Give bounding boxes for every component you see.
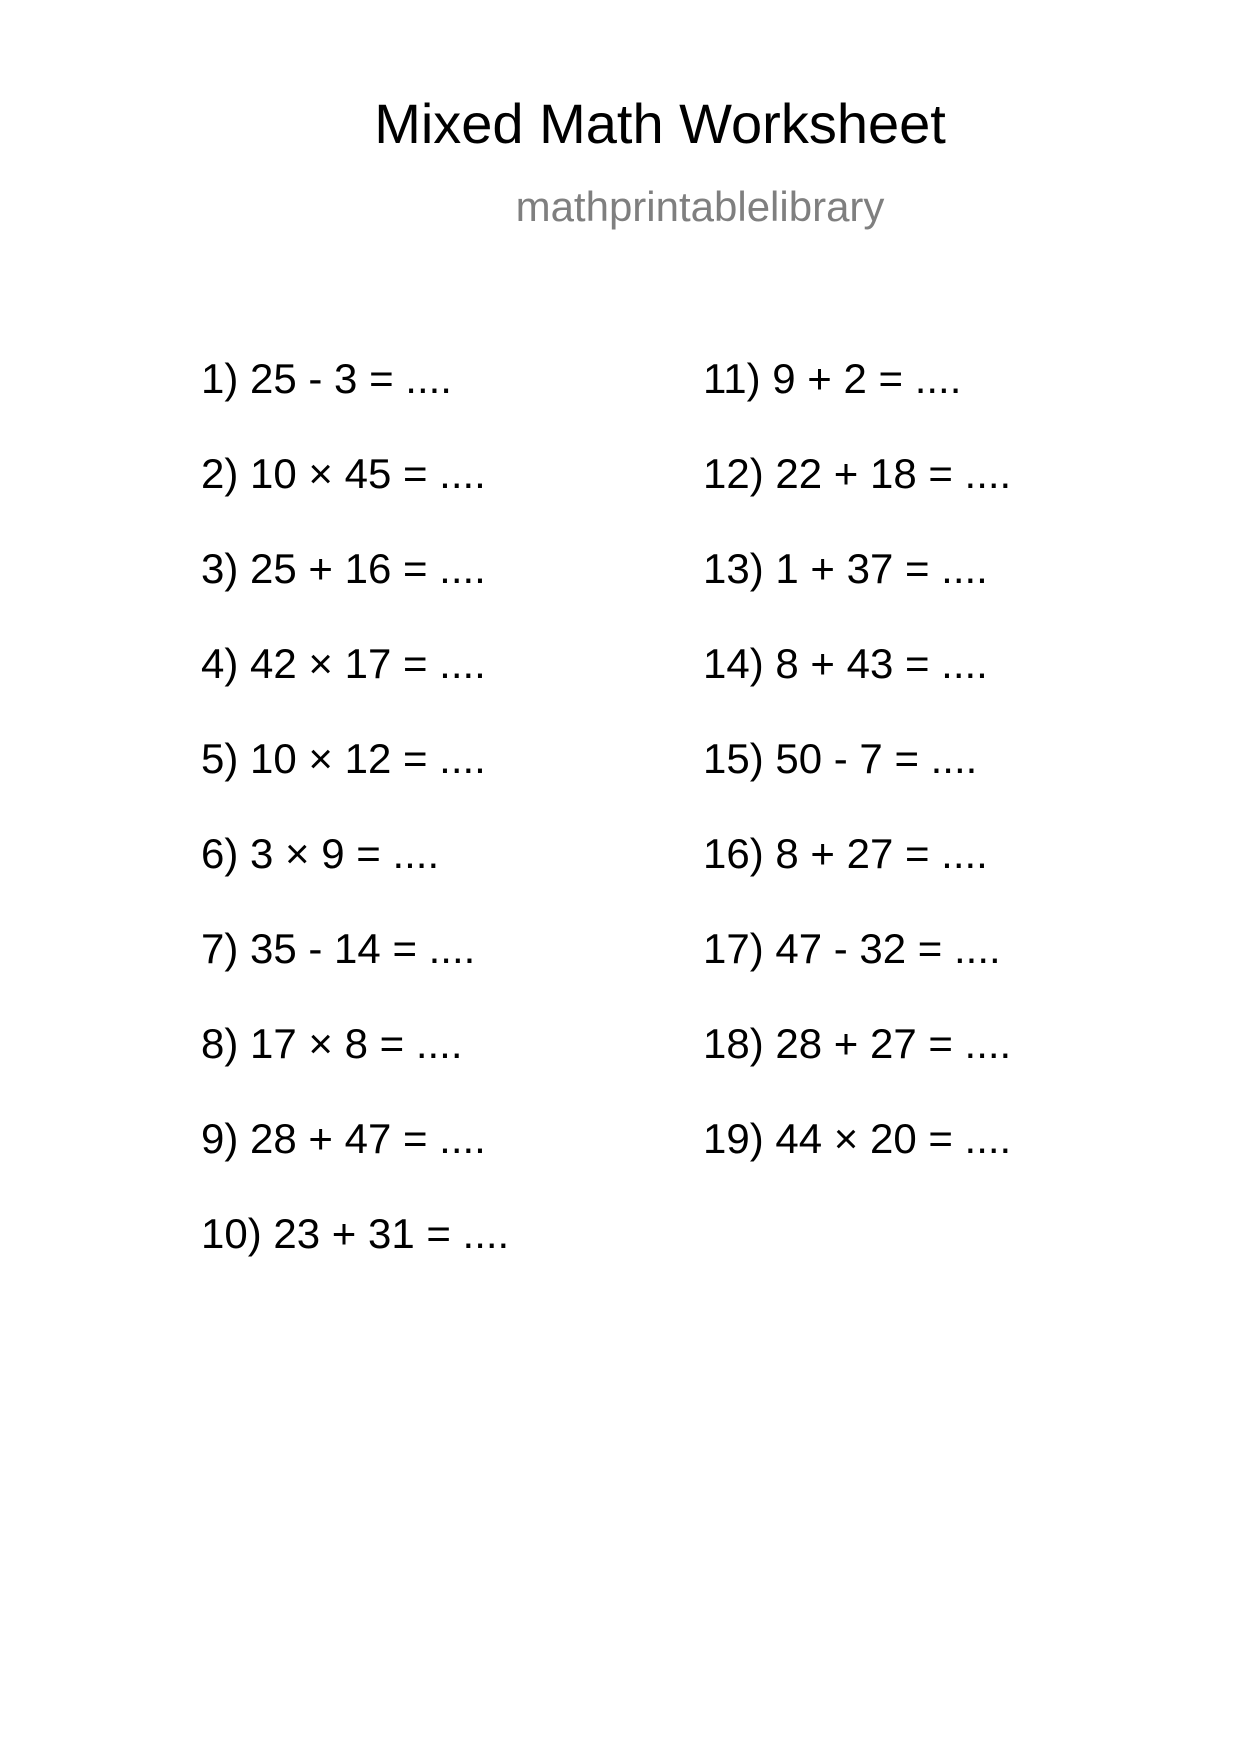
source-label: mathprintablelibrary xyxy=(515,183,885,230)
problem-item: 15) 50 - 7 = .... xyxy=(703,735,978,782)
problem-item: 19) 44 × 20 = .... xyxy=(703,1115,1012,1162)
problem-item: 6) 3 × 9 = .... xyxy=(201,830,440,877)
problem-item: 18) 28 + 27 = .... xyxy=(703,1020,1012,1067)
problem-item: 4) 42 × 17 = .... xyxy=(201,640,486,687)
page-title: Mixed Math Worksheet xyxy=(374,92,946,155)
problem-item: 2) 10 × 45 = .... xyxy=(201,450,486,497)
problem-item: 17) 47 - 32 = .... xyxy=(703,925,1001,972)
problem-item: 8) 17 × 8 = .... xyxy=(201,1020,463,1067)
problem-item: 10) 23 + 31 = .... xyxy=(201,1210,510,1257)
problem-item: 1) 25 - 3 = .... xyxy=(201,355,452,402)
problem-item: 13) 1 + 37 = .... xyxy=(703,545,988,592)
problem-item: 16) 8 + 27 = .... xyxy=(703,830,988,877)
problem-item: 3) 25 + 16 = .... xyxy=(201,545,486,592)
problem-item: 7) 35 - 14 = .... xyxy=(201,925,476,972)
problem-item: 11) 9 + 2 = .... xyxy=(703,355,962,402)
problem-item: 14) 8 + 43 = .... xyxy=(703,640,988,687)
problem-item: 9) 28 + 47 = .... xyxy=(201,1115,486,1162)
problem-item: 5) 10 × 12 = .... xyxy=(201,735,486,782)
problem-item: 12) 22 + 18 = .... xyxy=(703,450,1012,497)
